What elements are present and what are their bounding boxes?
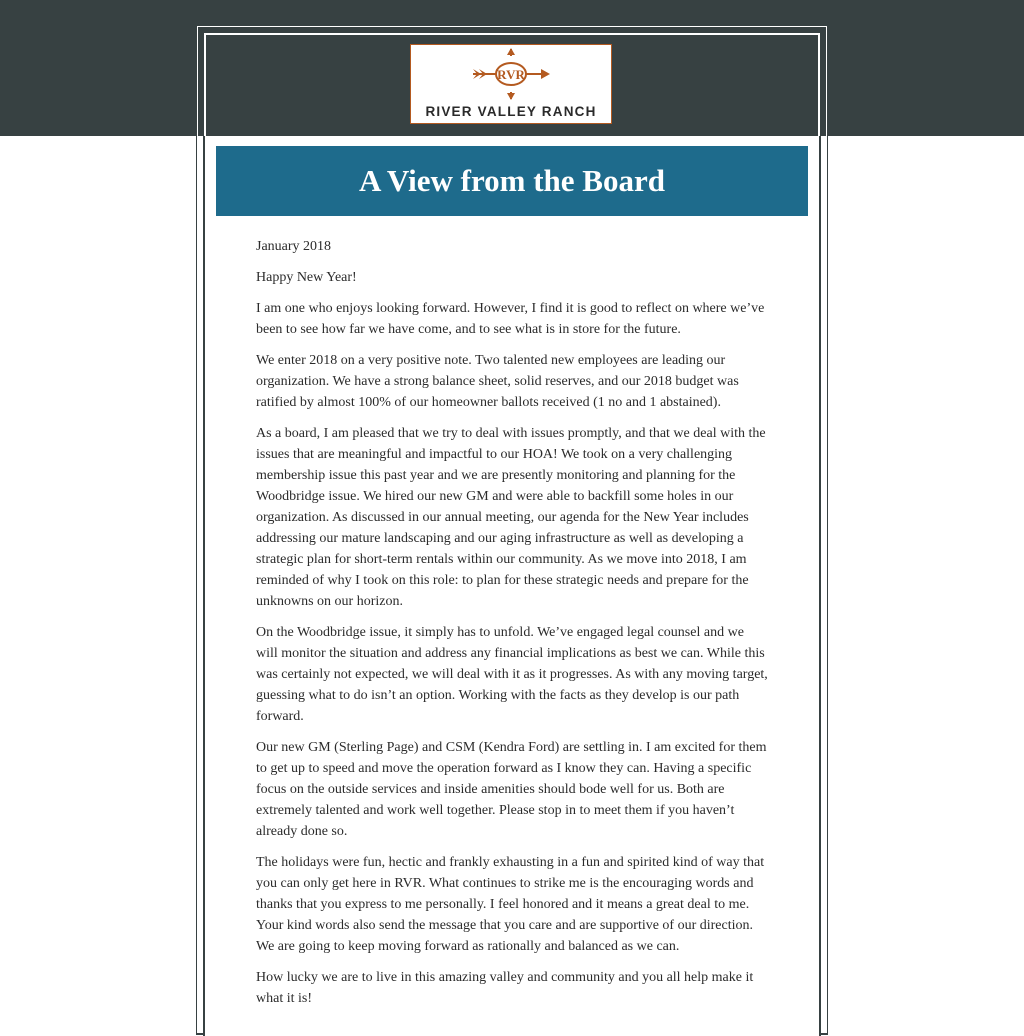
letter-body [256,236,768,1019]
letter-paragraph: The holidays were fun, hectic and frankly exhausting in a fun and spirited kind of way that you can only get here in RVR. What continues to strike me is the encouraging words and thanks that you express to me personally. I feel honored and it means a great deal to me. Your kind words also send the message that you care and are supportive of our direction. We are going to keep moving forward as rationally and balanced as we can. [256,855,765,954]
letter-paragraph: I am one who enjoys looking forward. However, I find it is good to reflect on where we’ve been to see how far we have come, and to see what is in store for the future. [256,301,765,337]
letter-greeting: Happy New Year! [256,270,357,285]
letter-paragraph: On the Woodbridge issue, it simply has to unfold. We’ve engaged legal counsel and we will monitor the situation and address any financial implications as best we can. While this was certainly not expected, we will deal with it as it progresses. As with any moving target, guessing what to do isn’t an option. Working with the facts as they develop is our path forward. [256,625,768,724]
logo[interactable] [410,44,612,124]
letter-paragraph: We enter 2018 on a very positive note. Two talented new employees are leading our organization. We have a strong balance sheet, solid reserves, and our 2018 budget was ratified by almost 100% of our homeowner ballots received (1 no and 1 abstained). [256,353,739,410]
page-title: A View from the Board [359,163,665,198]
compass-arrow-icon [471,48,551,100]
letter-paragraph: Our new GM (Sterling Page) and CSM (Kendra Ford) are settling in. I am excited for them to get up to speed and move the operation forward as I know they can. Having a specific focus on the outside services and inside amenities should bode well for us. Both are extremely talented and work well together. Please stop in to meet them if you haven’t already done so. [256,740,767,839]
letter-paragraph: How lucky we are to live in this amazing valley and community and you all help make it what it is! [256,970,754,1006]
svg-text:RVR: RVR [497,67,525,82]
letter-paragraph: As a board, I am pleased that we try to deal with issues promptly, and that we deal with the issues that are meaningful and impactful to our HOA! We took on a very challenging membership issue this past year and we are presently monitoring and planning for the Woodbridge issue. We hired our new GM and were able to backfill some holes in our organization. As discussed in our annual meeting, our agenda for the New Year includes addressing our mature landscaping and our aging infrastructure as well as developing a strategic plan for short-term rentals within our community. As we move into 2018, I am reminded of why I took on this role: to plan for these strategic needs and prepare for the unknowns on our horizon. [256,426,766,609]
header-banner [216,146,808,216]
letter-date: January 2018 [256,239,332,254]
logo-name: RIVER VALLEY RANCH [425,104,597,119]
